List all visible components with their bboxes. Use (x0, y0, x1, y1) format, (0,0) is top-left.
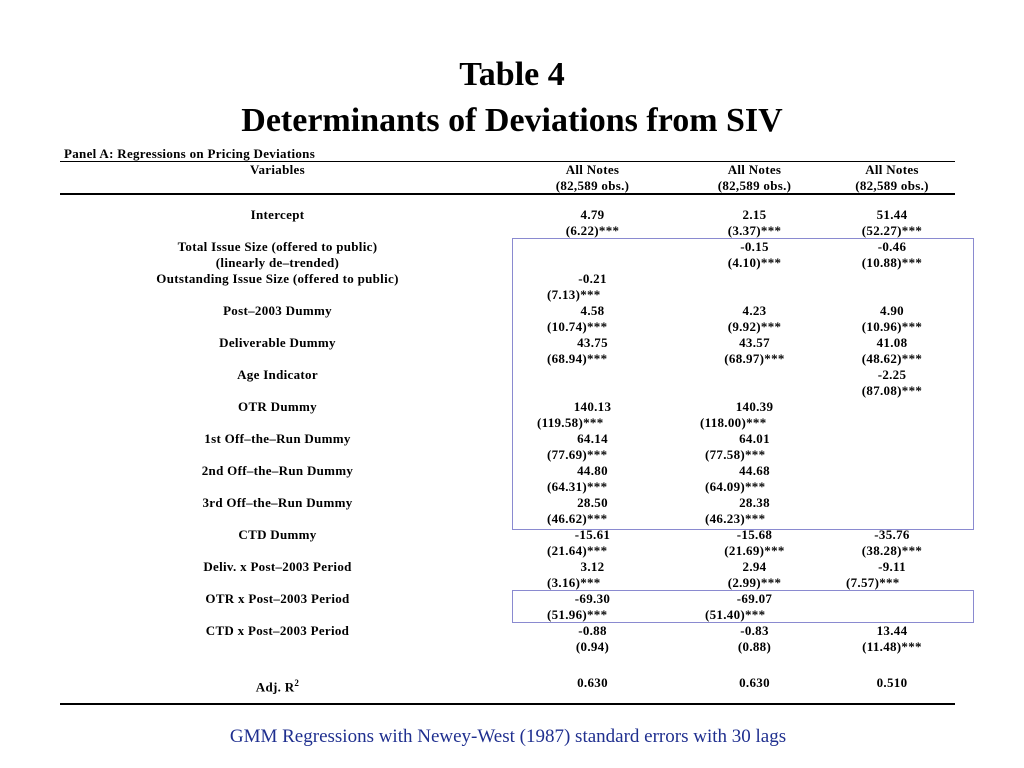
tstat-cell: (21.64)*** (547, 543, 608, 558)
table-subtitle: Determinants of Deviations from SIV (241, 102, 783, 139)
coef-cell: -0.15 (740, 239, 769, 254)
adj-r2-label (60, 675, 495, 695)
row-label: OTR Dummy (238, 399, 317, 414)
row-label: 1st Off–the–Run Dummy (204, 431, 351, 446)
variables-header: Variables (250, 162, 305, 177)
coef-cell: -15.61 (574, 527, 611, 542)
column-header-3: All Notes (865, 162, 919, 177)
row-label: Total Issue Size (offered to public) (177, 239, 378, 254)
tstat-cell: (9.92)*** (727, 319, 782, 334)
coef-cell: 2.15 (742, 207, 767, 222)
tstat-cell: (46.62)*** (547, 511, 608, 526)
adj-r2-value: 0.630 (577, 675, 608, 690)
tstat-cell: (7.57)*** (846, 575, 900, 590)
tstat-cell: (38.28)*** (861, 543, 923, 558)
row-label: 2nd Off–the–Run Dummy (201, 463, 354, 478)
tstat-cell: (46.23)*** (705, 511, 766, 526)
adj-r2-superscript: 2 (294, 678, 300, 688)
coef-cell: 4.90 (880, 303, 904, 318)
row-label-continued: (linearly de–trended) (215, 255, 340, 270)
column-header-2: All Notes (727, 162, 782, 177)
tstat-cell: (64.09)*** (705, 479, 766, 494)
tstat-cell: (119.58)*** (537, 415, 604, 430)
tstat-cell: (52.27)*** (861, 223, 923, 238)
tstat-cell: (10.96)*** (861, 319, 923, 334)
coef-cell: 64.01 (739, 431, 770, 446)
row-label: 3rd Off–the–Run Dummy (202, 495, 353, 510)
tstat-cell: (48.62)*** (861, 351, 923, 366)
row-label: Intercept (250, 207, 305, 222)
tstat-cell: (68.94)*** (547, 351, 608, 366)
row-label: Deliverable Dummy (219, 335, 336, 350)
header-rule (60, 193, 955, 195)
row-label: Age Indicator (237, 367, 318, 382)
adj-r2-text: Adj. R (255, 679, 295, 695)
coef-cell: 43.75 (577, 335, 608, 350)
coef-cell: 64.14 (577, 431, 608, 446)
coef-cell: 44.80 (577, 463, 608, 478)
row-label: CTD x Post–2003 Period (205, 623, 350, 638)
coef-cell: 140.13 (573, 399, 612, 414)
tstat-cell: (3.16)*** (547, 575, 601, 590)
tstat-cell: (0.88) (737, 639, 772, 654)
adj-r2-value: 0.630 (739, 675, 770, 690)
coef-cell: 4.79 (580, 207, 605, 222)
coef-cell: -9.11 (878, 559, 906, 574)
row-label: CTD Dummy (238, 527, 317, 542)
tstat-cell: (10.74)*** (547, 319, 608, 334)
tstat-cell: (64.31)*** (547, 479, 608, 494)
coef-cell: 140.39 (735, 399, 774, 414)
coef-cell: -0.88 (578, 623, 607, 638)
tstat-cell: (4.10)*** (727, 255, 782, 270)
coef-cell: 4.23 (742, 303, 767, 318)
coef-cell: 13.44 (876, 623, 908, 638)
table-title: Table 4 (459, 56, 565, 93)
coef-cell: -0.46 (877, 239, 907, 254)
column-obs-2: (82,589 obs.) (717, 178, 792, 193)
column-obs-3: (82,589 obs.) (855, 178, 929, 193)
coef-cell: -69.30 (574, 591, 611, 606)
coef-cell: 44.68 (739, 463, 770, 478)
tstat-cell: (2.99)*** (727, 575, 782, 590)
bottom-rule (60, 703, 955, 705)
tstat-cell: (10.88)*** (861, 255, 923, 270)
coef-cell: 3.12 (580, 559, 605, 574)
adj-r2-value: 0.510 (876, 675, 908, 690)
row-label: Deliv. x Post–2003 Period (203, 559, 352, 574)
row-label: Outstanding Issue Size (offered to public) (156, 271, 399, 286)
row-label: Post–2003 Dummy (223, 303, 332, 318)
coef-cell: -69.07 (736, 591, 773, 606)
column-header-1: All Notes (565, 162, 620, 177)
tstat-cell: (51.96)*** (547, 607, 608, 622)
coef-cell: 41.08 (876, 335, 908, 350)
tstat-cell: (7.13)*** (547, 287, 601, 302)
panel-label: Panel A: Regressions on Pricing Deviations (64, 146, 316, 161)
coef-cell: 28.38 (739, 495, 770, 510)
tstat-cell: (77.69)*** (547, 447, 608, 462)
coef-cell: 4.58 (580, 303, 605, 318)
tstat-cell: (3.37)*** (727, 223, 782, 238)
footnote: GMM Regressions with Newey-West (1987) standard errors with 30 lags (229, 726, 787, 747)
row-label: OTR x Post–2003 Period (205, 591, 350, 606)
coef-cell: -2.25 (877, 367, 907, 382)
coef-cell: 28.50 (577, 495, 608, 510)
tstat-cell: (21.69)*** (724, 543, 785, 558)
tstat-cell: (87.08)*** (861, 383, 923, 398)
tstat-cell: (51.40)*** (705, 607, 766, 622)
coef-cell: 51.44 (876, 207, 908, 222)
coef-cell: -15.68 (736, 527, 773, 542)
coef-cell: -0.21 (578, 271, 607, 286)
tstat-cell: (6.22)*** (565, 223, 620, 238)
coef-cell: 2.94 (742, 559, 767, 574)
coef-cell: -35.76 (874, 527, 910, 542)
tstat-cell: (11.48)*** (862, 639, 922, 654)
coef-cell: 43.57 (739, 335, 770, 350)
tstat-cell: (0.94) (575, 639, 610, 654)
column-obs-1: (82,589 obs.) (555, 178, 630, 193)
tstat-cell: (77.58)*** (705, 447, 766, 462)
tstat-cell: (118.00)*** (700, 415, 767, 430)
coef-cell: -0.83 (740, 623, 769, 638)
tstat-cell: (68.97)*** (724, 351, 785, 366)
